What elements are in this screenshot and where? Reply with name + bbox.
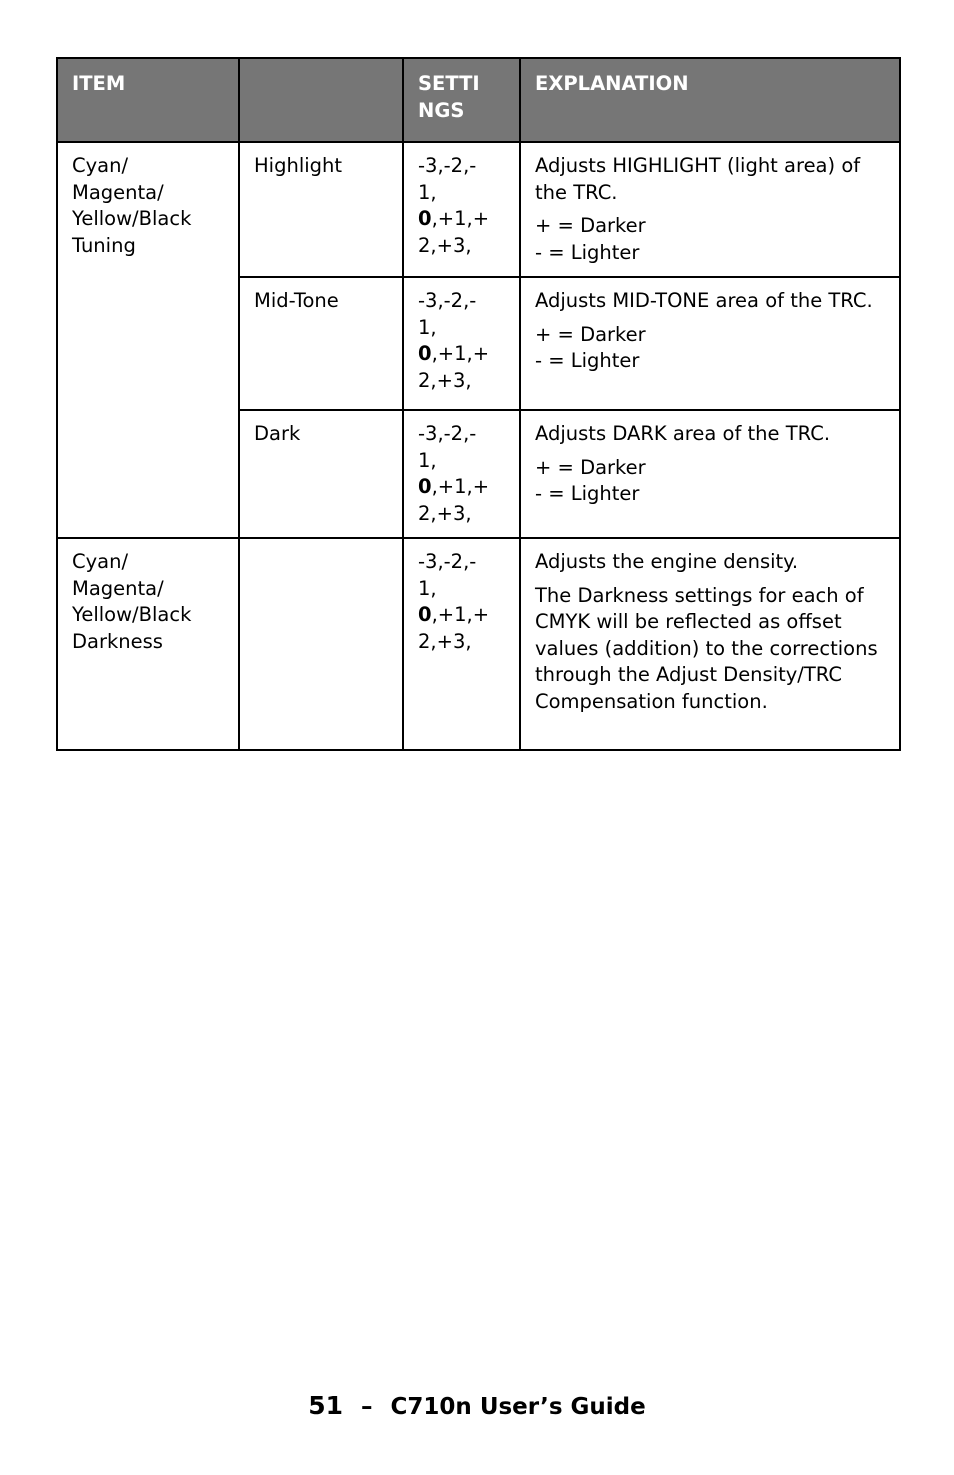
page-number: 51 <box>308 1391 344 1420</box>
explanation-lighter: - = Lighter <box>535 240 640 264</box>
default-value: 0 <box>418 207 432 230</box>
settings-cell <box>403 142 520 277</box>
table-row <box>57 142 900 277</box>
item-line: Darkness <box>72 629 163 653</box>
item-line: Magenta/ <box>72 180 164 204</box>
explanation-detail: The Darkness settings for each of CMYK will be reflected as offset values (addition) to the corrections through the Adjust Density/TRC Compensation function. <box>535 583 878 713</box>
settings-line: 2,+3, <box>418 368 472 392</box>
settings-line: 2,+3, <box>418 629 472 653</box>
item-line: Tuning <box>72 233 136 257</box>
settings-fragment: ,+1,+ <box>431 342 490 365</box>
sub-item-cell <box>239 538 403 750</box>
settings-cell <box>403 538 520 750</box>
page-footer <box>0 1391 954 1420</box>
item-line: Yellow/Black <box>72 207 192 230</box>
footer-separator: – <box>361 1394 373 1420</box>
default-value: 0 <box>418 603 432 626</box>
header-settings <box>403 58 520 142</box>
settings-line: -3,-2,- <box>418 289 477 312</box>
sub-item-cell: Dark <box>239 410 403 538</box>
explanation-text: Adjusts DARK area of the TRC. <box>535 422 831 445</box>
settings-line <box>418 602 506 629</box>
settings-fragment: ,+1,+ <box>431 207 490 230</box>
header-explanation: EXPLANATION <box>520 58 900 142</box>
item-line: Yellow/Black <box>72 603 192 626</box>
explanation-darker: + = Darker <box>535 322 646 346</box>
settings-line: -3,-2,- <box>418 550 477 573</box>
settings-fragment: ,+1,+ <box>431 603 490 626</box>
explanation-lighter: - = Lighter <box>535 482 640 505</box>
header-settings-line: SETTI <box>418 72 480 95</box>
settings-fragment: ,+1,+ <box>431 475 490 498</box>
settings-line <box>418 474 506 501</box>
explanation-text: Adjusts HIGHLIGHT (light area) of the TRC. <box>535 154 861 204</box>
default-value: 0 <box>418 475 432 498</box>
settings-line: 2,+3, <box>418 233 472 257</box>
table-row <box>57 538 900 750</box>
item-line: Cyan/ <box>72 550 129 573</box>
settings-line: -3,-2,- <box>418 422 477 445</box>
explanation-cell <box>520 538 900 750</box>
explanation-text: Adjusts MID-TONE area of the TRC. <box>535 289 873 312</box>
explanation-cell <box>520 277 900 410</box>
header-item: ITEM <box>57 58 239 142</box>
settings-line: 1, <box>418 576 437 600</box>
sub-item-cell: Mid-Tone <box>239 277 403 410</box>
item-line: Magenta/ <box>72 576 164 600</box>
settings-table <box>56 57 901 751</box>
explanation-darker: + = Darker <box>535 214 646 237</box>
default-value: 0 <box>418 342 432 365</box>
table-header-row <box>57 58 900 142</box>
item-line: Cyan/ <box>72 154 129 177</box>
explanation-lighter: - = Lighter <box>535 349 640 372</box>
explanation-text: Adjusts the engine density. <box>535 550 799 573</box>
settings-line <box>418 206 506 233</box>
item-cell-darkness <box>57 538 239 750</box>
explanation-cell <box>520 410 900 538</box>
settings-line: 1, <box>418 315 437 339</box>
settings-line: -3,-2,- <box>418 154 477 177</box>
settings-cell <box>403 410 520 538</box>
settings-line: 1, <box>418 180 437 204</box>
settings-line: 1, <box>418 448 437 472</box>
explanation-darker: + = Darker <box>535 455 646 479</box>
sub-item-cell: Highlight <box>239 142 403 277</box>
header-blank <box>239 58 403 142</box>
guide-title: C710n User’s Guide <box>390 1394 646 1420</box>
settings-cell <box>403 277 520 410</box>
item-cell-tuning <box>57 142 239 538</box>
explanation-cell <box>520 142 900 277</box>
settings-line <box>418 341 506 368</box>
settings-line: 2,+3, <box>418 501 472 525</box>
header-settings-line: NGS <box>418 98 465 122</box>
